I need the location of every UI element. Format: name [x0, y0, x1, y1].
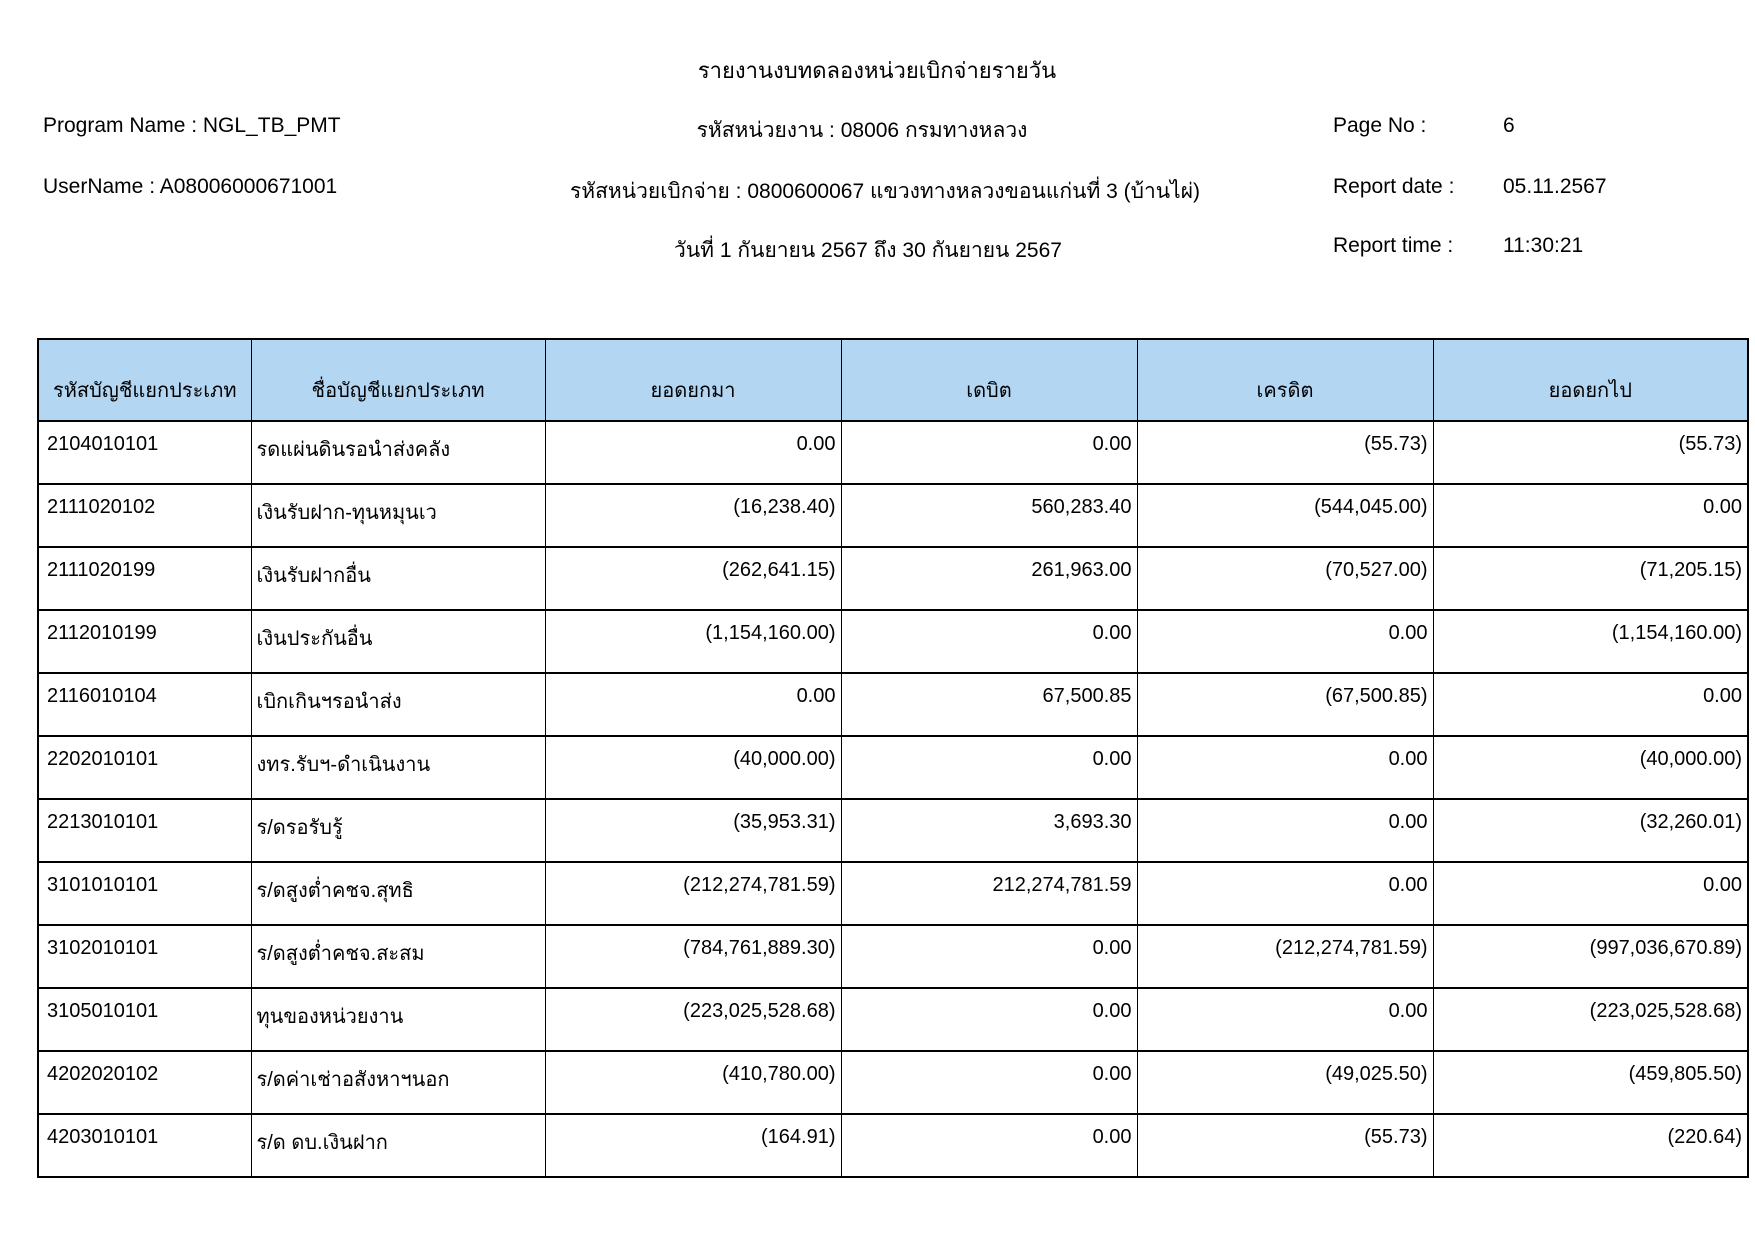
agency-line: รหัสหน่วยงาน : 08006 กรมทางหลวง: [696, 119, 1028, 142]
balance-carried-forward-cell: 0.00: [1433, 862, 1748, 925]
credit-cell: (55.73): [1137, 1114, 1433, 1177]
account-code-cell: 2111020199: [38, 547, 251, 610]
balance-brought-forward-cell: (1,154,160.00): [545, 610, 841, 673]
table-row: [38, 610, 1748, 673]
table-row: [38, 421, 1748, 484]
credit-cell: (67,500.85): [1137, 673, 1433, 736]
debit-cell: 0.00: [841, 925, 1137, 988]
credit-cell: 0.00: [1137, 988, 1433, 1051]
header-account-code: รหัสบัญชีแยกประเภท: [38, 339, 251, 421]
balance-brought-forward-cell: (223,025,528.68): [545, 988, 841, 1051]
balance-carried-forward-cell: (459,805.50): [1433, 1051, 1748, 1114]
account-code-cell: 4202020102: [38, 1051, 251, 1114]
account-code-cell: 2213010101: [38, 799, 251, 862]
balance-brought-forward-cell: (40,000.00): [545, 736, 841, 799]
balance-carried-forward-cell: (223,025,528.68): [1433, 988, 1748, 1051]
username-line: UserName : A08006000671001: [43, 175, 338, 198]
account-name-cell: ร/ดค่าเช่าอสังหาฯนอก: [251, 1051, 545, 1114]
account-code-cell: 2111020102: [38, 484, 251, 547]
account-name-cell: ร/ดสูงต่ำคชจ.สุทธิ: [251, 862, 545, 925]
report-time-label: Report time :: [1333, 234, 1454, 257]
table-body: [38, 421, 1748, 1177]
account-code-cell: 3101010101: [38, 862, 251, 925]
table-row: [38, 988, 1748, 1051]
credit-cell: (212,274,781.59): [1137, 925, 1433, 988]
debit-cell: 0.00: [841, 610, 1137, 673]
balance-carried-forward-cell: 0.00: [1433, 484, 1748, 547]
balance-carried-forward-cell: (997,036,670.89): [1433, 925, 1748, 988]
account-name-cell: เงินรับฝาก-ทุนหมุนเว: [251, 484, 545, 547]
table-row: [38, 1051, 1748, 1114]
credit-cell: (55.73): [1137, 421, 1433, 484]
debit-cell: 261,963.00: [841, 547, 1137, 610]
credit-cell: (544,045.00): [1137, 484, 1433, 547]
table-row: [38, 547, 1748, 610]
account-name-cell: ร/ดสูงต่ำคชจ.สะสม: [251, 925, 545, 988]
debit-cell: 3,693.30: [841, 799, 1137, 862]
debit-cell: 0.00: [841, 736, 1137, 799]
balance-brought-forward-cell: (262,641.15): [545, 547, 841, 610]
account-name-cell: รดแผ่นดินรอนำส่งคลัง: [251, 421, 545, 484]
report-title: รายงานงบทดลองหน่วยเบิกจ่ายรายวัน: [697, 58, 1057, 83]
balance-carried-forward-cell: (71,205.15): [1433, 547, 1748, 610]
account-code-cell: 2104010101: [38, 421, 251, 484]
credit-cell: 0.00: [1137, 610, 1433, 673]
header-debit: เดบิต: [841, 339, 1137, 421]
balance-brought-forward-cell: (35,953.31): [545, 799, 841, 862]
debit-cell: 0.00: [841, 1114, 1137, 1177]
account-name-cell: ร/ดรอรับรู้: [251, 799, 545, 862]
balance-brought-forward-cell: (784,761,889.30): [545, 925, 841, 988]
table-row: [38, 925, 1748, 988]
table-row: [38, 862, 1748, 925]
account-name-cell: ทุนของหน่วยงาน: [251, 988, 545, 1051]
balance-carried-forward-cell: (32,260.01): [1433, 799, 1748, 862]
account-name-cell: เงินประกันอื่น: [251, 610, 545, 673]
debit-cell: 0.00: [841, 988, 1137, 1051]
header-account-name: ชื่อบัญชีแยกประเภท: [251, 339, 545, 421]
report-date-value: 05.11.2567: [1503, 175, 1607, 198]
balance-carried-forward-cell: 0.00: [1433, 673, 1748, 736]
credit-cell: 0.00: [1137, 736, 1433, 799]
table-header-row: [38, 339, 1748, 421]
account-name-cell: งทร.รับฯ-ดำเนินงาน: [251, 736, 545, 799]
date-range-line: วันที่ 1 กันยายน 2567 ถึง 30 กันยายน 2567: [674, 239, 1062, 262]
credit-cell: 0.00: [1137, 799, 1433, 862]
report-date-label: Report date :: [1333, 175, 1455, 198]
credit-cell: 0.00: [1137, 862, 1433, 925]
table-row: [38, 673, 1748, 736]
balance-brought-forward-cell: (164.91): [545, 1114, 841, 1177]
account-code-cell: 3105010101: [38, 988, 251, 1051]
balance-brought-forward-cell: (212,274,781.59): [545, 862, 841, 925]
table-row: [38, 736, 1748, 799]
report-time-value: 11:30:21: [1503, 234, 1584, 257]
trial-balance-table: [37, 338, 1749, 1178]
page-no-value: 6: [1503, 114, 1515, 137]
debit-cell: 560,283.40: [841, 484, 1137, 547]
debit-cell: 0.00: [841, 421, 1137, 484]
balance-brought-forward-cell: (16,238.40): [545, 484, 841, 547]
account-code-cell: 2202010101: [38, 736, 251, 799]
table-row: [38, 484, 1748, 547]
account-name-cell: ร/ด ดบ.เงินฝาก: [251, 1114, 545, 1177]
balance-brought-forward-cell: (410,780.00): [545, 1051, 841, 1114]
balance-brought-forward-cell: 0.00: [545, 673, 841, 736]
table-row: [38, 799, 1748, 862]
credit-cell: (70,527.00): [1137, 547, 1433, 610]
debit-cell: 0.00: [841, 1051, 1137, 1114]
balance-carried-forward-cell: (55.73): [1433, 421, 1748, 484]
account-name-cell: เบิกเกินฯรอนำส่ง: [251, 673, 545, 736]
account-code-cell: 3102010101: [38, 925, 251, 988]
account-code-cell: 2116010104: [38, 673, 251, 736]
account-code-cell: 4203010101: [38, 1114, 251, 1177]
header-balance-brought-forward: ยอดยกมา: [545, 339, 841, 421]
balance-brought-forward-cell: 0.00: [545, 421, 841, 484]
page-no-label: Page No :: [1333, 114, 1427, 137]
credit-cell: (49,025.50): [1137, 1051, 1433, 1114]
account-name-cell: เงินรับฝากอื่น: [251, 547, 545, 610]
debit-cell: 212,274,781.59: [841, 862, 1137, 925]
disbursement-line: รหัสหน่วยเบิกจ่าย : 0800600067 แขวงทางหลวงขอนแก่นที่ 3 (บ้านไผ่): [569, 180, 1201, 203]
header-credit: เครดิต: [1137, 339, 1433, 421]
header-balance-carried-forward: ยอดยกไป: [1433, 339, 1748, 421]
balance-carried-forward-cell: (40,000.00): [1433, 736, 1748, 799]
table-row: [38, 1114, 1748, 1177]
debit-cell: 67,500.85: [841, 673, 1137, 736]
account-code-cell: 2112010199: [38, 610, 251, 673]
balance-carried-forward-cell: (1,154,160.00): [1433, 610, 1748, 673]
balance-carried-forward-cell: (220.64): [1433, 1114, 1748, 1177]
program-name-line: Program Name : NGL_TB_PMT: [43, 114, 341, 137]
